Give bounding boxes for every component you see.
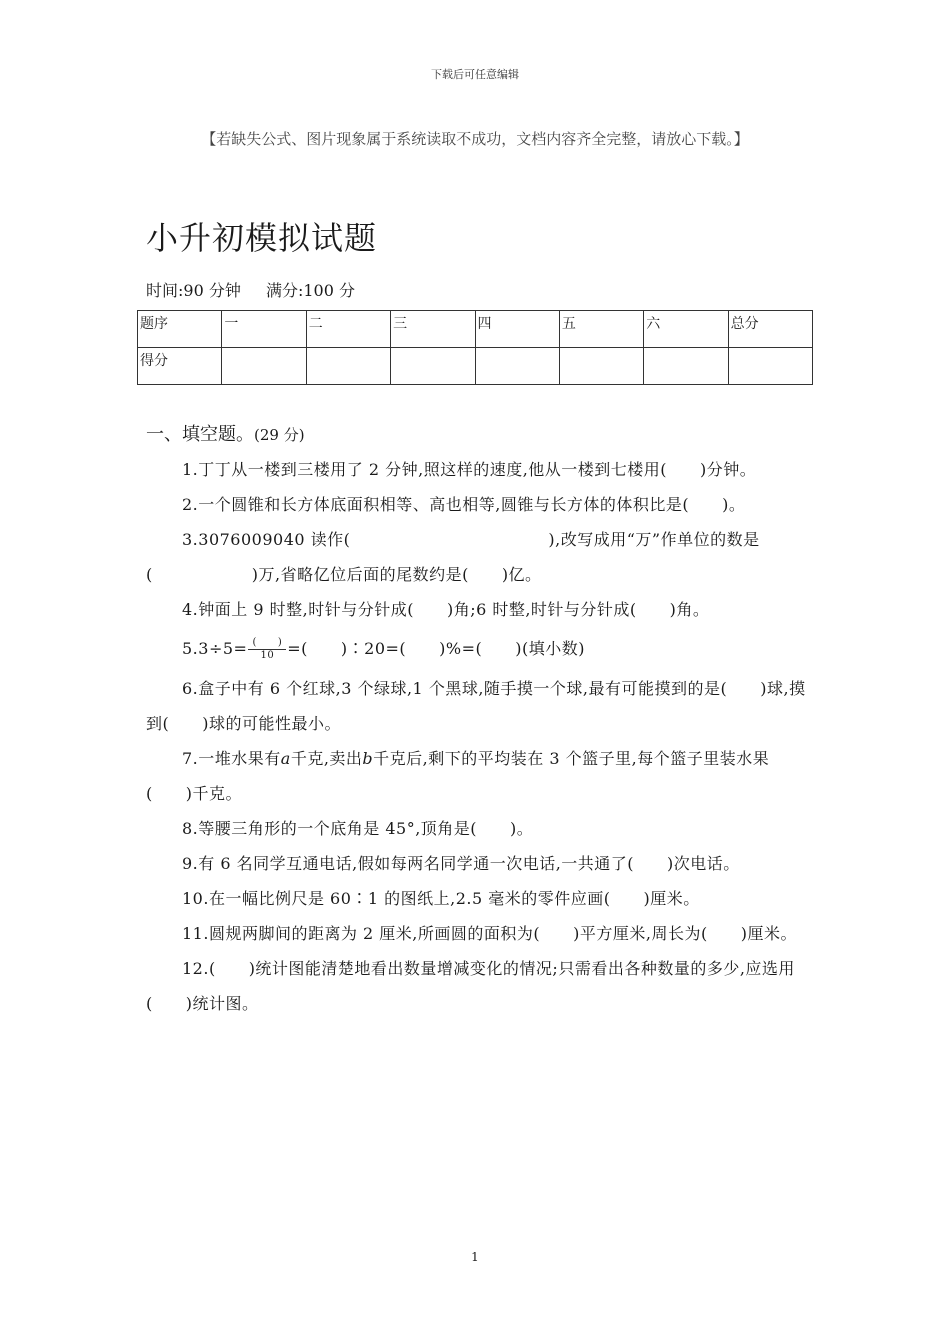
q5-prefix: 5.3÷5=	[182, 639, 248, 658]
question-3: 3.3076009040 读作( ),改写成用“万”作单位的数是( )万,省略亿位后面的尾数约是( )亿。	[146, 530, 760, 584]
section-heading	[146, 420, 305, 446]
fraction-numerator: ( )	[248, 637, 286, 650]
page-number: 1	[471, 1250, 479, 1264]
download-notice: 【若缺失公式、图片现象属于系统读取不成功，文档内容齐全完整，请放心下载。】	[201, 130, 749, 148]
q7-text-c: 千克后,剩下的平均装在 3 个篮子里,每个篮子里装水果( )千克。	[146, 749, 770, 803]
q7-variable-a: a	[280, 749, 291, 768]
header-cell: 五	[559, 311, 643, 348]
question-2: 2.一个圆锥和长方体底面积相等、高也相等,圆锥与长方体的体积比是( )。	[182, 495, 746, 514]
score-cell	[728, 348, 812, 385]
page-header: 下载后可任意编辑	[431, 68, 519, 81]
score-cell	[306, 348, 390, 385]
section-points: (29 分)	[254, 426, 305, 444]
page-title: 小升初模拟试题	[146, 219, 378, 257]
header-cell: 四	[475, 311, 559, 348]
question-10: 10.在一幅比例尺是 60∶1 的图纸上,2.5 毫米的零件应画( )厘米。	[182, 889, 700, 908]
score-cell	[559, 348, 643, 385]
full-score: 满分:100 分	[265, 281, 355, 300]
question-9: 9.有 6 名同学互通电话,假如每两名同学通一次电话,一共通了( )次电话。	[182, 854, 740, 873]
header-cell: 二	[306, 311, 390, 348]
exam-meta	[146, 278, 355, 301]
question-8: 8.等腰三角形的一个底角是 45°,顶角是( )。	[182, 819, 534, 838]
score-table	[137, 310, 813, 385]
header-cell: 一	[222, 311, 306, 348]
question-5	[146, 627, 810, 671]
header-cell: 六	[644, 311, 728, 348]
row-label: 得分	[138, 348, 222, 385]
score-cell	[222, 348, 306, 385]
header-cell: 题序	[138, 311, 222, 348]
q7-text-a: 7.一堆水果有	[182, 749, 281, 768]
question-1: 1.丁丁从一楼到三楼用了 2 分钟,照这样的速度,他从一楼到七楼用( )分钟。	[182, 460, 757, 479]
score-cell	[475, 348, 559, 385]
question-12: 12.( )统计图能清楚地看出数量增减变化的情况;只需看出各种数量的多少,应选用( )统计图。	[146, 959, 795, 1013]
question-4: 4.钟面上 9 时整,时针与分针成( )角;6 时整,时针与分针成( )角。	[182, 600, 710, 619]
q5-suffix: =( )∶20=( )%=( )(填小数)	[287, 639, 585, 658]
section-label: 一、填空题。	[146, 424, 254, 445]
score-table-header-row	[138, 311, 813, 348]
time-limit: 时间:90 分钟	[146, 281, 241, 300]
q7-text-b: 千克,卖出	[290, 749, 363, 768]
score-cell	[644, 348, 728, 385]
fraction-denominator: 10	[260, 650, 275, 661]
question-11: 11.圆规两脚间的距离为 2 厘米,所画圆的面积为( )平方厘米,周长为( )厘米。	[182, 924, 797, 943]
score-cell	[391, 348, 475, 385]
question-list	[146, 452, 810, 1021]
header-cell: 总分	[728, 311, 812, 348]
question-7	[146, 741, 810, 811]
q7-variable-b: b	[362, 749, 374, 768]
fraction	[248, 637, 286, 662]
question-6: 6.盒子中有 6 个红球,3 个绿球,1 个黑球,随手摸一个球,最有可能摸到的是( )球,摸到( )球的可能性最小。	[146, 679, 806, 733]
score-table-score-row	[138, 348, 813, 385]
header-cell: 三	[391, 311, 475, 348]
